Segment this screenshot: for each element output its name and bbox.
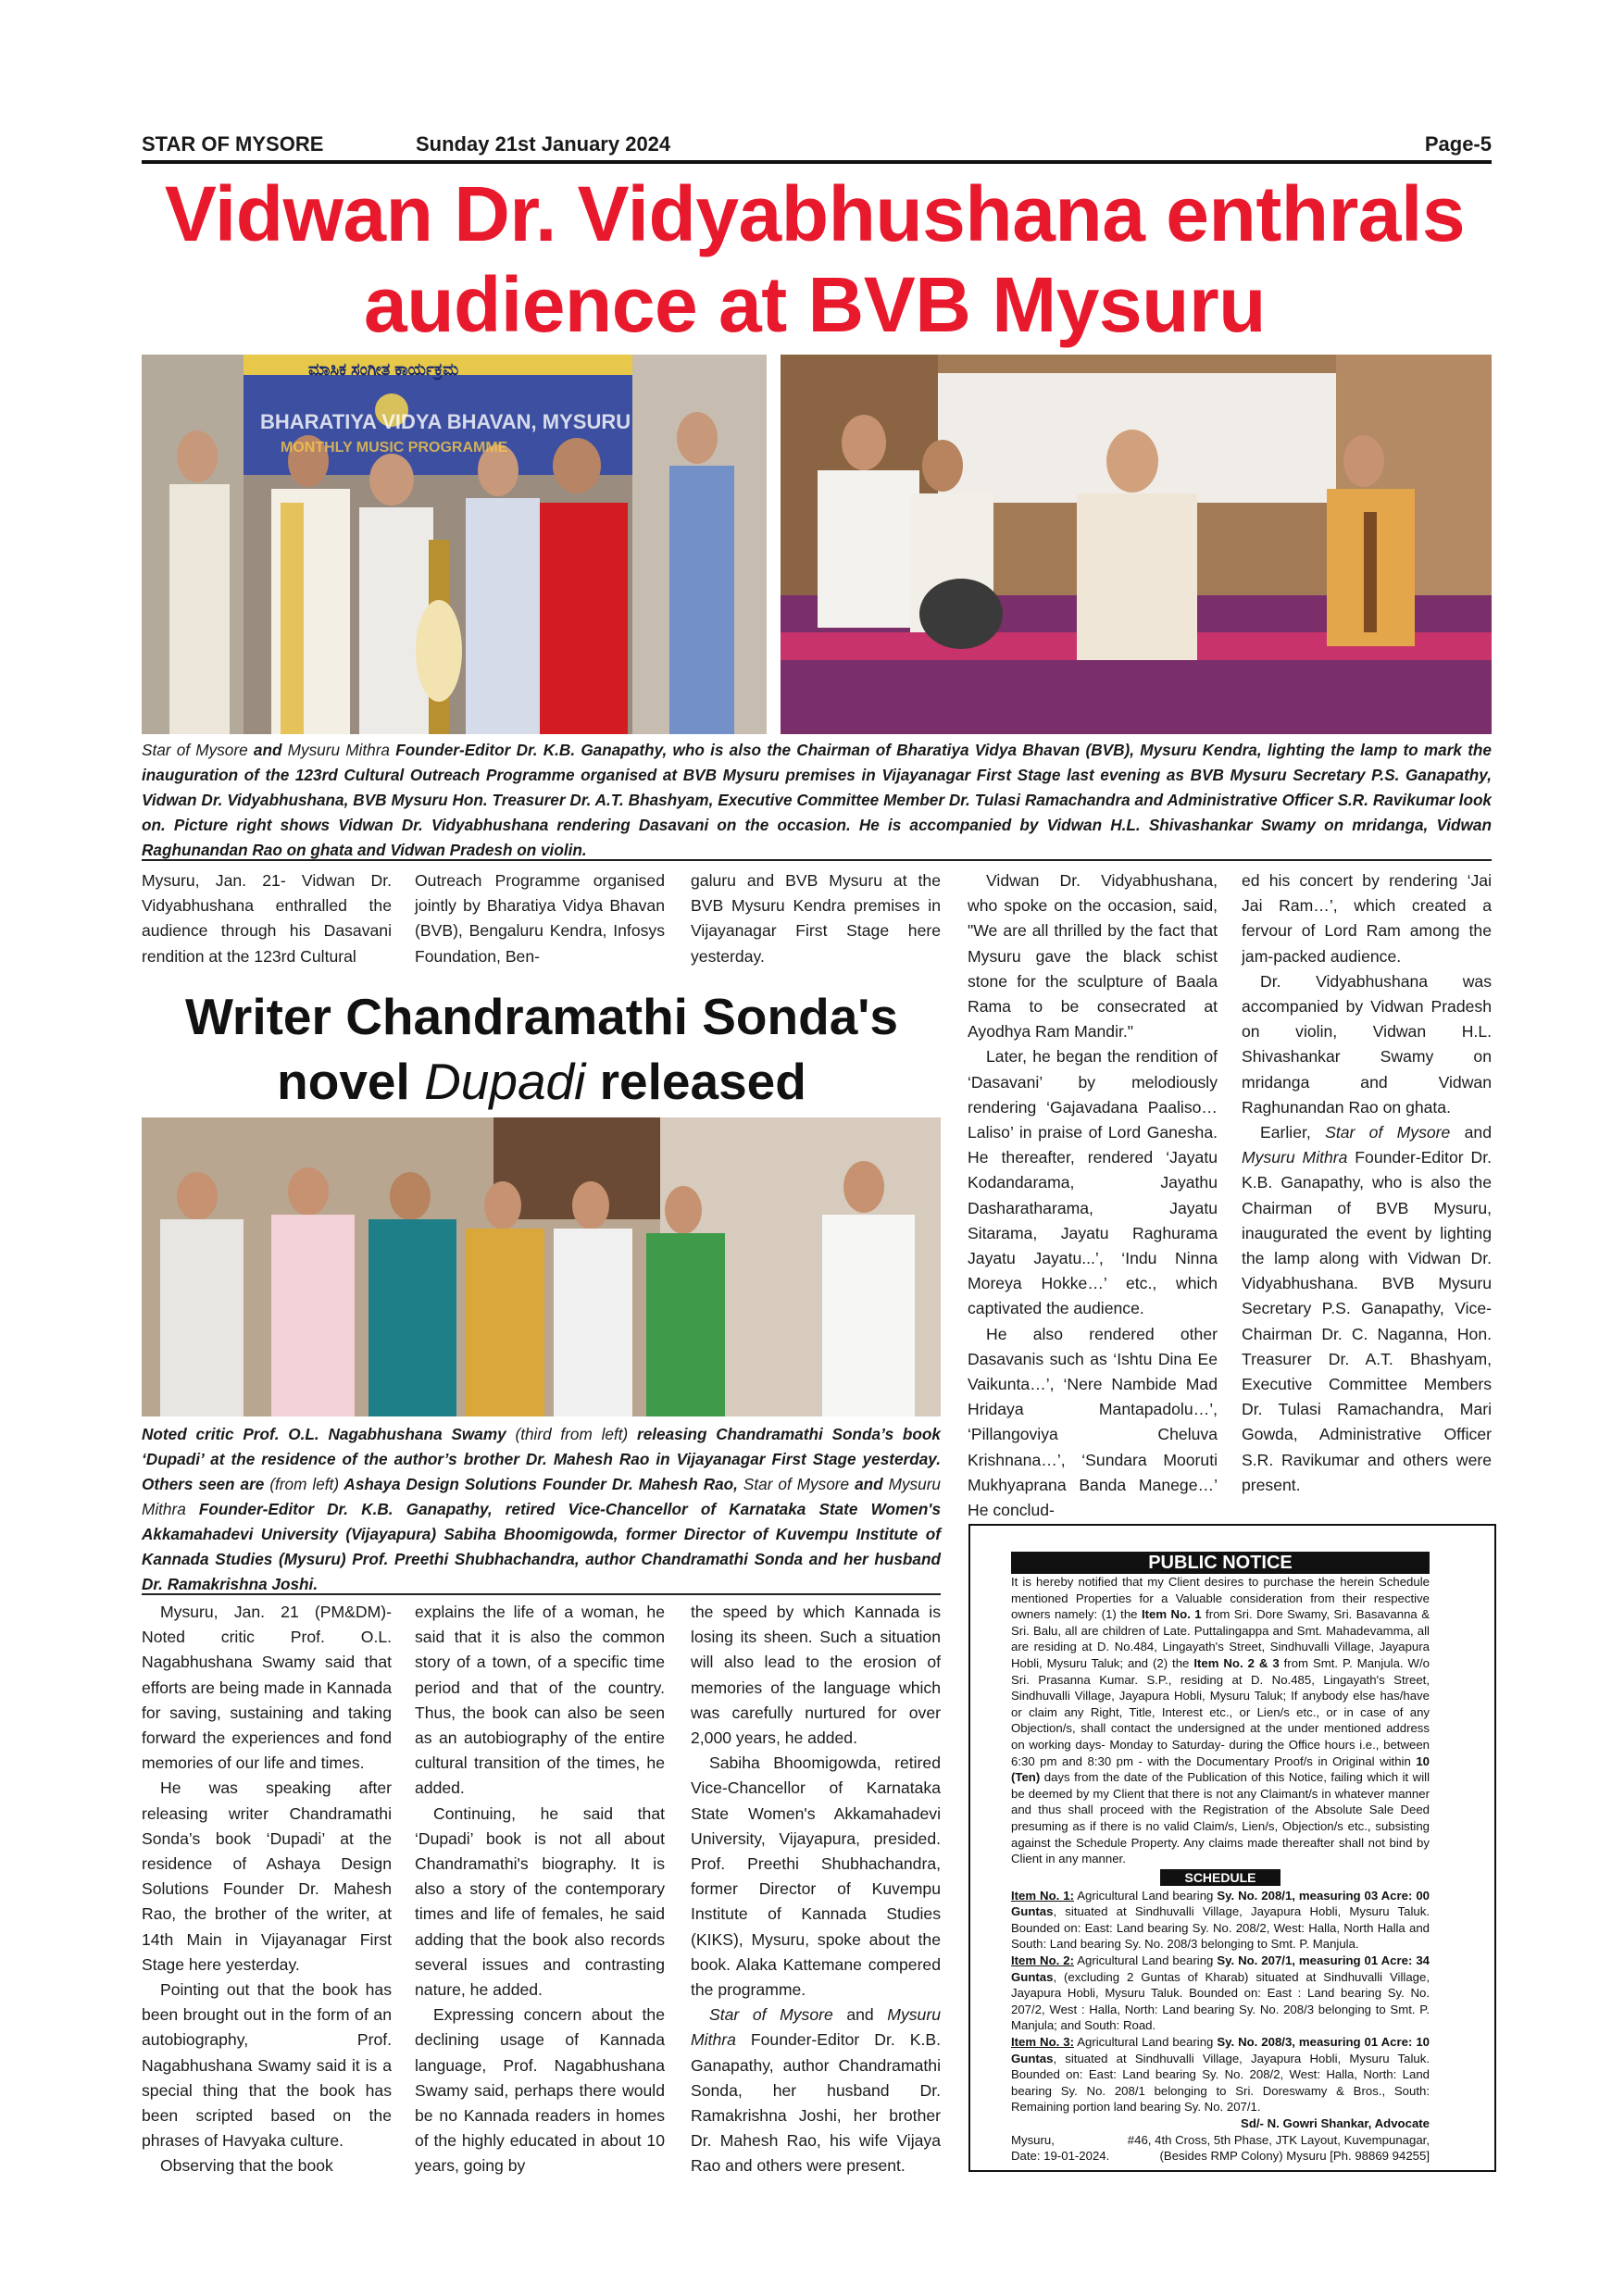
story1-photo-caption: Star of Mysore and Mysuru Mithra Founder-Editor Dr. K.B. Ganapathy, who is also the Chairman of Bharatiya Vidya Bhavan (BVB), Mysuru Kendra, lighting the lamp to mark the inauguration of the 123rd Cultural Outreach Programme organised at BVB Mysuru premises in Vijayanagar First Stage last evening as BVB Mysuru Secretary P.S. Ganapathy, Vidwan Dr. Vidyabhushana, BVB Mysuru Hon. Treasurer Dr. A.T. Bhashyam, Executive Committee Member Dr. Tulasi Ramachandra and Administrative Officer S.R. Ravikumar look on. Picture right shows Vidwan Dr. Vidyabhushana rendering Dasavani on the occasion. He is accompanied by Vidwan H.L. Shivashankar Swamy on mridanga, Vidwan Raghunandan Rao on ghata and Vidwan Pradesh on violin. [142,741,1492,859]
story2-headline: Writer Chandramathi Sonda's novel Dupadi released [185,988,898,1110]
notice-footer: Mysuru, Date: 19-01-2024. #46, 4th Cross, 5th Phase, JTK Layout, Kuvempunagar, (Besides RMP Colony) Mysuru [Ph. 98869 94255] [1011,2132,1430,2164]
page-number: Page-5 [1424,132,1492,156]
advocate-signature: Sd/- N. Gowri Shankar, Advocate [1241,2116,1430,2130]
story2-photo-caption: Noted critic Prof. O.L. Nagabhushana Swamy (third from left) releasing Chandramathi Sonda’s book ‘Dupadi’ at the residence of the author’s brother Dr. Mahesh Rao in Vijayanagar First Stage yesterday. Others seen are (from left) Ashaya Design Solutions Founder Dr. Mahesh Rao, Star of Mysore and Mysuru Mithra Founder-Editor Dr. K.B. Ganapathy, retired Vice-Chancellor of Karnataka State Women's Akkamahadevi University (Vijayapura) Sabiha Bhoomigowda, former Director of Kuvempu Institute of Kannada Studies (Mysuru) Prof. Preethi Shubhachandra, author Chandramathi Sonda and her husband Dr. Ramakrishna Joshi. [142,1425,941,1593]
story2-column-2: explains the life of a woman, he said that it is also the common story of a town, of a specific time period and that of the country. Thus, the book can also be seen as an autobiography of the entire cultural transition of the times, he added. Continuing, he said that ‘Dupadi’ book is not all about Chandramathi's biography. It is also a story of the contemporary times and life of females, he said adding that the book also records several issues and contrasting nature, he added. Expressing concern about the declining usage of Kannada language, Prof. Nagabhushana Swamy said, perhaps there would be no Kannada readers in homes of the highly educated in about 10 years, going by [415,1603,665,2176]
divider [142,1593,941,1595]
photo-concert [781,355,1492,734]
public-notice-title: PUBLIC NOTICE [1011,1552,1430,1574]
story1-headline: Vidwan Dr. Vidyabhushana enthrals audience at BVB Mysuru [164,170,1466,348]
story2-column-3: the speed by which Kannada is losing its sheen. Such a situation will also lead to the erosion of memories of the language which was carefully nurtured for over 2,000 years, he added. Sabiha Bhoomigowda, retired Vice-Chancellor of Karnataka State Women's Akkamahadevi University, Vijayapura, presided. Prof. Preethi Shubhachandra, former Director of Kuvempu Institute of Kannada Studies (KIKS), Mysuru, spoke about the book. Alaka Kattemane compered the programme. Star of Mysore and Mysuru Mithra Founder-Editor Dr. K.B. Ganapathy, author Chandramathi Sonda, her husband Dr. Ramakrishna Joshi, her brother Dr. Mahesh Rao, his wife Vijaya Rao and others were present. [691,1603,941,2176]
public-notice-body: PUBLIC NOTICE It is hereby notified that my Client desires to purchase the herein Schedule mentioned Properties for a Valuable consideration from their respective owners namely: (1) the Item No. 1 from Sri. Dore Swamy, Sri. Basavanna & Sri. Balu, all are children of Late. Puttalingappa and Smt. Mahadevamma, all are residing at D. No.484, Lingayath's Street, Sindhuvalli Village, Jayapura Hobli, Mysuru Taluk; and (2) the Item No. 2 & 3 from Smt. P. Manjula. W/o Sri. Prasanna Kumar. S.P., residing at D. No.485, Lingayath's Street, Sindhuvalli Village, Jayapura Hobli, Mysuru Taluk; If anybody else has/have or claim any Right, Title, Interest etc., or Lien/s etc., or in case of any Objection/s, shall contact the undersigned at the under mentioned address on working days- Monday to Saturday- during the Office hours i.e., between 6:30 pm and 8:30 pm - with the Documentary Proof/s in Original within 10 (Ten) days from the date of the Publication of this Notice, failing which it will be deemed by my Client that there is not any Claimant/s in whatever manner and thus shall proceed with the Registration of the Absolute Sale Deed presuming as if there is no valid Claim/s, Lien/s, Objection/s etc., subsisting against the Schedule Property. Any claims made thereafter shall not bind by Client in any manner. SCHEDULE Item No. 1: Agricultural Land bearing Sy. No. 208/1, measuring 03 Acre: 00 Guntas, situated at Sindhuvalli Village, Jayapura Hobli, Mysuru Taluk. Bounded on: East: Land bearing Sy. No. 208/2, West: Halla, North Halla and South: Land bearing Sy. No. 208/3 belonging to Smt. P. Manjula. Item No. 2: Agricultural Land bearing Sy. No. 207/1, measuring 01 Acre: 34 Guntas, (excluding 2 Guntas of Kharab) situated at Sindhuvalli Village, Jayapura Hobli, Mysuru Taluk. Bounded on: East : Land bearing Sy. No. 207/2, West : Halla, North: Land bearing Sy. No. 208/3 belonging to Smt. P. Manjula; and South: Road. Item No. 3: Agricultural Land bearing Sy. No. 208/3, measuring 01 Acre: 10 Guntas, situated at Sindhuvalli Village, Jayapura Hobli, Mysuru Taluk. Bounded on: East: Land bearing Sy. No. 208/2, West: Halla, North: Land bearing Sy. No. 208/1 belonging to Sri. Doreswamy & Bros., South: Remaining portion land bearing Sy. No. 207/1. Sd/- N. Gowri Shankar, Advocate Mysuru, Date: 19-01-2024. #46, 4th Cross, 5th Phase, JTK Layout, Kuvempunagar, (Besides RMP Colony) Mysuru [Ph. 98869 94255] [1011,1553,1430,2164]
schedule-item-3: Item No. 3: Agricultural Land bearing Sy. No. 208/3, measuring 01 Acre: 10 Guntas, situated at Sindhuvalli Village, Jayapura Hobli, Mysuru Taluk. Bounded on: East: Land bearing Sy. No. 208/2, West: Halla, North: Land bearing Sy. No. 208/1 belonging to Sri. Doreswamy & Bros., South: Remaining portion land bearing Sy. No. 207/1. [1011,2035,1430,2115]
schedule-heading: SCHEDULE [1160,1869,1280,1886]
story1-column-4: Vidwan Dr. Vidyabhushana, who spoke on the occasion, said, "We are all thrilled by the fact that Mysuru gave the black schist stone for the sculpture of Baala Rama to be consecrated at Ayodhya Ram Mandir." Later, he began the rendition of ‘Dasavani’ by melodiously rendering ‘Gajavadana Paaliso… Laliso’ in praise of Lord Ganesha. He thereafter, rendered ‘Jayatu Kodandarama, Jayathu Dasharatharama, Jayatu Sitarama, Jayatu Raghurama Jayatu Jayatu...’, ‘Indu Ninna Moreya Hokke…’ etc., which captivated the audience. He also rendered other Dasavanis such as ‘Ishtu Dina Ee Vaikunta…’, ‘Nere Nambide Mad Hridaya Mantapadolu…’, ‘Pillangoviya Cheluva Krishnana…’, ‘Sundara Mooruti Mukhyaprana Banda Manege…’ He conclud- [968,871,1218,1520]
masthead [142,132,1492,164]
story1-column-2: Outreach Programme organised jointly by Bharatiya Vidya Bhavan (BVB), Bengaluru Kendra, Infosys Foundation, Ben- [415,871,665,966]
divider [142,859,1492,861]
photo-lamp-lighting [142,355,767,734]
photo-banner-kannada: ಮಾಸಿಕ ಸಂಗೀತ ಕಾರ್ಯಕ್ರಮ [308,360,459,379]
photo-book-release [142,1117,941,1416]
story1-column-1: Mysuru, Jan. 21- Vidwan Dr. Vidyabhushana enthralled the audience through his Dasavani rendition at the 123rd Cultural [142,871,392,966]
story2-column-1: Mysuru, Jan. 21 (PM&DM)- Noted critic Prof. O.L. Nagabhushana Swamy said that efforts are being made in Kannada for saving, sustaining and taking forward the experiences and fond memories of our life and times. He was speaking after releasing writer Chandramathi Sonda’s book ‘Dupadi’ at the residence of Ashaya Design Solutions Founder Dr. Mahesh Rao, the brother of the writer, at 14th Main in Vijayanagar First Stage here yesterday. Pointing out that the book has been brought out in the form of an autobiography, Prof. Nagabhushana Swamy said it is a special thing that the book has been scripted based on the phrases of Havyaka culture. Observing that the book [142,1603,392,2176]
story1-column-5: ed his concert by rendering ‘Jai Jai Ram…’, which created a fervour of Lord Ram among the jam-packed audience. Dr. Vidyabhushana was accompanied by Vidwan Pradesh on violin, Vidwan H.L. Shivashankar Swamy on mridanga and Vidwan Raghunandan Rao on ghata. Earlier, Star of Mysore and Mysuru Mithra Founder-Editor Dr. K.B. Ganapathy, who is also the Chairman of BVB Mysuru, inaugurated the event by lighting the lamp along with Vidwan Dr. Vidyabhushana. BVB Mysuru Secretary P.S. Ganapathy, Vice-Chairman Dr. C. Naganna, Hon. Treasurer Dr. A.T. Bhashyam, Executive Committee Members Dr. Tulasi Ramachandra, Mari Gowda, Administrative Officer S.R. Ravikumar and others were present. [1242,871,1493,1494]
paper-name: STAR OF MYSORE [142,132,324,156]
schedule-item-2: Item No. 2: Agricultural Land bearing Sy. No. 207/1, measuring 01 Acre: 34 Guntas, (excluding 2 Guntas of Kharab) situated at Sindhuvalli Village, Jayapura Hobli, Mysuru Taluk. Bounded on: East : Land bearing Sy. No. 207/2, West : Halla, North: Land bearing Sy. No. 208/3 belonging to Smt. P. Manjula; and South: Road. [1011,1953,1430,2033]
photo-banner-programme: MONTHLY MUSIC PROGRAMME [281,440,508,455]
schedule-item-1: Item No. 1: Agricultural Land bearing Sy. No. 208/1, measuring 03 Acre: 00 Guntas, situated at Sindhuvalli Village, Jayapura Hobli, Mysuru Taluk. Bounded on: East: Land bearing Sy. No. 208/2, West: Halla, North Halla and South: Land bearing Sy. No. 208/3 belonging to Smt. P. Manjula. [1011,1888,1430,1952]
photo-banner-bvb: BHARATIYA VIDYA BHAVAN, MYSURU [260,410,631,433]
public-notice [968,1524,1496,2172]
issue-date: Sunday 21st January 2024 [416,132,671,156]
story1-column-3: galuru and BVB Mysuru at the BVB Mysuru Kendra premises in Vijayanagar First Stage here yesterday. [691,871,941,966]
